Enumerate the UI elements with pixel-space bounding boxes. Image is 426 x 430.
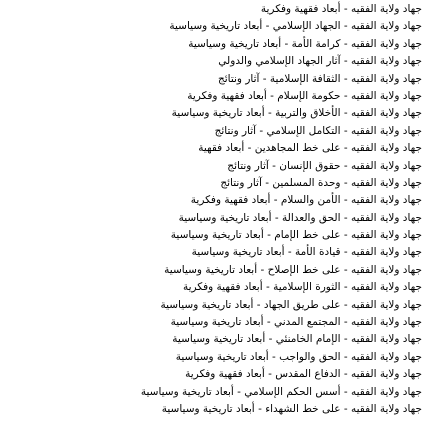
text-line: جهاد ولاية الفقيه - على خط الإصلاح - أبعاد تاريخية وسياسية <box>164 263 422 276</box>
text-line: جهاد ولاية الفقيه - على خط المجاهدين - أبعاد فقهية <box>198 142 422 155</box>
text-line: جهاد ولاية الفقيه - الحق والعدالة - أبعاد تاريخية وسياسية <box>178 211 422 224</box>
text-line: جهاد ولاية الفقيه - الثقافة الإسلامية - آثار ونتائج <box>217 72 422 85</box>
text-line: جهاد ولاية الفقيه - الثورة الإسلامية - أبعاد فقهية وفكرية <box>182 281 422 294</box>
text-line: جهاد ولاية الفقيه - قيادة الأمة - أبعاد تاريخية وسياسية <box>191 246 422 259</box>
text-line: جهاد ولاية الفقيه - على خط الإمام - أبعاد تاريخية وسياسية <box>170 229 422 242</box>
text-line: جهاد ولاية الفقيه - على خط الشهداء - أبعاد تاريخية وسياسية <box>161 402 422 415</box>
text-line: جهاد ولاية الفقيه - الإمام الخامنئي - أبعاد تاريخية وسياسية <box>172 333 422 346</box>
text-line: جهاد ولاية الفقيه - وحدة المسلمين - آثار ونتائج <box>220 176 422 189</box>
text-line: جهاد ولاية الفقيه - أسس الحكم الإسلامي - أبعاد تاريخية وسياسية <box>140 385 422 398</box>
text-line: جهاد ولاية الفقيه - التكامل الإسلامي - آثار ونتائج <box>214 124 422 137</box>
text-line: جهاد ولاية الفقيه - كرامة الأمة - أبعاد تاريخية وسياسية <box>188 37 422 50</box>
text-line: جهاد ولاية الفقيه - الحق والواجب - أبعاد تاريخية وسياسية <box>175 350 422 363</box>
text-line: جهاد ولاية الفقيه - على طريق الجهاد - أبعاد تاريخية وسياسية <box>160 298 422 311</box>
text-line: جهاد ولاية الفقيه - الدفاع المقدس - أبعاد فقهية وفكرية <box>185 368 422 381</box>
text-line: جهاد ولاية الفقيه - حقوق الإنسان - آثار ونتائج <box>227 159 422 172</box>
text-line: جهاد ولاية الفقيه - الأخلاق والتربية - أبعاد تاريخية وسياسية <box>171 107 422 120</box>
text-line: جهاد ولاية الفقيه - الأمن والسلام - أبعاد فقهية وفكرية <box>190 194 422 207</box>
text-line: جهاد ولاية الفقيه - أبعاد فقهية وفكرية <box>260 3 422 15</box>
text-line: جهاد ولاية الفقيه - آثار الجهاد الإسلامي والدولي <box>218 55 422 68</box>
text-line: جهاد ولاية الفقيه - المجتمع المدني - أبعاد تاريخية وسياسية <box>170 316 422 329</box>
text-line: جهاد ولاية الفقيه - حكومة الإسلام - أبعاد فقهية وفكرية <box>187 89 422 102</box>
text-line: جهاد ولاية الفقيه - الجهاد الإسلامي - أبعاد تاريخية وسياسية <box>169 20 422 33</box>
